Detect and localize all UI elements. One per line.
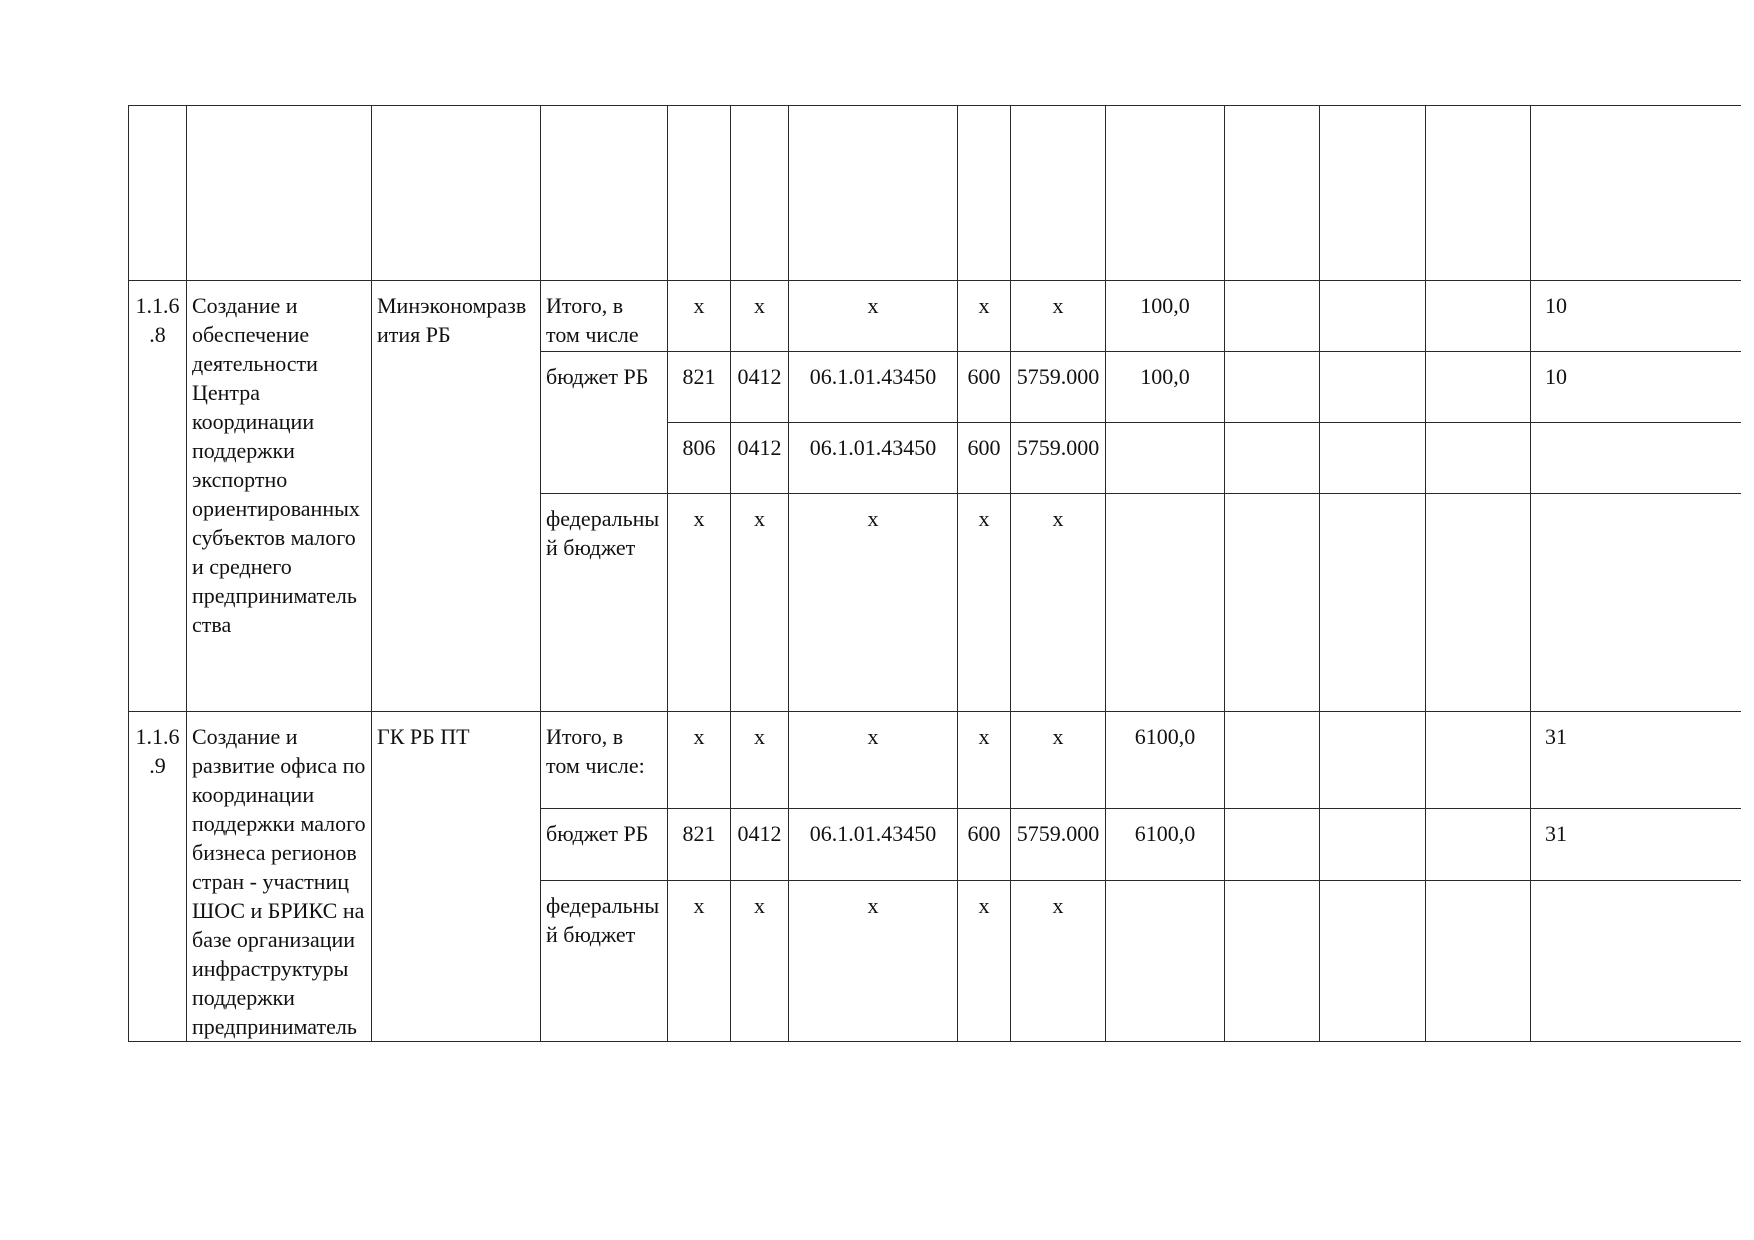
classifier-code: 5759.000	[1011, 352, 1106, 423]
funding-source: бюджет РБ	[541, 808, 668, 880]
classifier-code: 5759.000	[1011, 808, 1106, 880]
grbs-code: x	[668, 281, 731, 352]
cut-off-amount: 31	[1531, 808, 1741, 880]
cut-off-amount	[1531, 494, 1741, 712]
expense-type: x	[958, 494, 1011, 712]
expense-type: 600	[958, 352, 1011, 423]
total-amount: 6100,0	[1106, 808, 1225, 880]
target-article: 06.1.01.43450	[789, 808, 958, 880]
year-cell	[1225, 494, 1320, 712]
header-cell	[372, 106, 541, 281]
target-article: 06.1.01.43450	[789, 352, 958, 423]
total-amount	[1106, 880, 1225, 1041]
year-cell	[1225, 808, 1320, 880]
header-cell	[1320, 106, 1426, 281]
target-article: 06.1.01.43450	[789, 423, 958, 494]
year-cell	[1320, 423, 1426, 494]
grbs-code: x	[668, 880, 731, 1041]
grbs-code: x	[668, 494, 731, 712]
header-cell	[958, 106, 1011, 281]
expense-type: x	[958, 712, 1011, 809]
header-cell	[1225, 106, 1320, 281]
grbs-code: x	[668, 712, 731, 809]
year-cell	[1320, 880, 1426, 1041]
funding-source: Итого, в том числе:	[541, 712, 668, 809]
expense-type: 600	[958, 423, 1011, 494]
year-cell	[1225, 423, 1320, 494]
year-cell	[1320, 281, 1426, 352]
section-code: x	[731, 494, 789, 712]
total-amount: 100,0	[1106, 281, 1225, 352]
classifier-code: x	[1011, 880, 1106, 1041]
cut-off-amount	[1531, 880, 1741, 1041]
year-cell	[1426, 281, 1531, 352]
section-code: 0412	[731, 808, 789, 880]
year-cell	[1320, 352, 1426, 423]
section-code: x	[731, 880, 789, 1041]
expense-type: x	[958, 880, 1011, 1041]
total-amount: 100,0	[1106, 352, 1225, 423]
cut-off-amount: 31	[1531, 712, 1741, 809]
row-number: 1.1.6.8	[129, 281, 187, 712]
grbs-code: 821	[668, 808, 731, 880]
header-cell	[789, 106, 958, 281]
header-row-blank	[129, 106, 1741, 281]
section-code: x	[731, 281, 789, 352]
classifier-code: x	[1011, 494, 1106, 712]
year-cell	[1426, 808, 1531, 880]
funding-source: бюджет РБ	[541, 352, 668, 494]
executor: ГК РБ ПТ	[372, 712, 541, 1042]
header-cell	[187, 106, 372, 281]
budget-table	[128, 105, 1741, 1042]
funding-source: федеральный бюджет	[541, 880, 668, 1041]
section-code: x	[731, 712, 789, 809]
total-amount: 6100,0	[1106, 712, 1225, 809]
executor: Минэкономразвития РБ	[372, 281, 541, 712]
target-article: x	[789, 880, 958, 1041]
year-cell	[1426, 494, 1531, 712]
year-cell	[1225, 281, 1320, 352]
header-cell	[731, 106, 789, 281]
table-row	[129, 281, 1741, 352]
header-cell	[541, 106, 668, 281]
classifier-code: x	[1011, 281, 1106, 352]
header-cell	[1106, 106, 1225, 281]
target-article: x	[789, 281, 958, 352]
year-cell	[1426, 712, 1531, 809]
section-code: 0412	[731, 423, 789, 494]
year-cell	[1426, 423, 1531, 494]
year-cell	[1225, 880, 1320, 1041]
funding-source: федеральный бюджет	[541, 494, 668, 712]
year-cell	[1426, 352, 1531, 423]
header-cell	[1531, 106, 1741, 281]
header-cell	[1426, 106, 1531, 281]
table-row	[129, 712, 1741, 809]
header-cell	[129, 106, 187, 281]
cut-off-amount	[1531, 423, 1741, 494]
section-code: 0412	[731, 352, 789, 423]
cut-off-amount: 10	[1531, 352, 1741, 423]
year-cell	[1320, 712, 1426, 809]
target-article: x	[789, 712, 958, 809]
year-cell	[1320, 808, 1426, 880]
cut-off-amount: 10	[1531, 281, 1741, 352]
expense-type: x	[958, 281, 1011, 352]
funding-source: Итого, в том числе	[541, 281, 668, 352]
header-cell	[668, 106, 731, 281]
activity-name: Создание и развитие офиса по координации поддержки малого бизнеса регионов стран - участниц ШОС и БРИКС на базе организации инфраструктуры поддержки предприниматель	[187, 712, 372, 1042]
year-cell	[1225, 712, 1320, 809]
row-number: 1.1.6.9	[129, 712, 187, 1042]
grbs-code: 821	[668, 352, 731, 423]
classifier-code: x	[1011, 712, 1106, 809]
total-amount	[1106, 494, 1225, 712]
activity-name: Создание и обеспечение деятельности Центра координации поддержки экспортно ориентированных субъектов малого и среднего предпринимательства	[187, 281, 372, 712]
year-cell	[1320, 494, 1426, 712]
total-amount	[1106, 423, 1225, 494]
classifier-code: 5759.000	[1011, 423, 1106, 494]
grbs-code: 806	[668, 423, 731, 494]
target-article: x	[789, 494, 958, 712]
expense-type: 600	[958, 808, 1011, 880]
header-cell	[1011, 106, 1106, 281]
year-cell	[1426, 880, 1531, 1041]
year-cell	[1225, 352, 1320, 423]
